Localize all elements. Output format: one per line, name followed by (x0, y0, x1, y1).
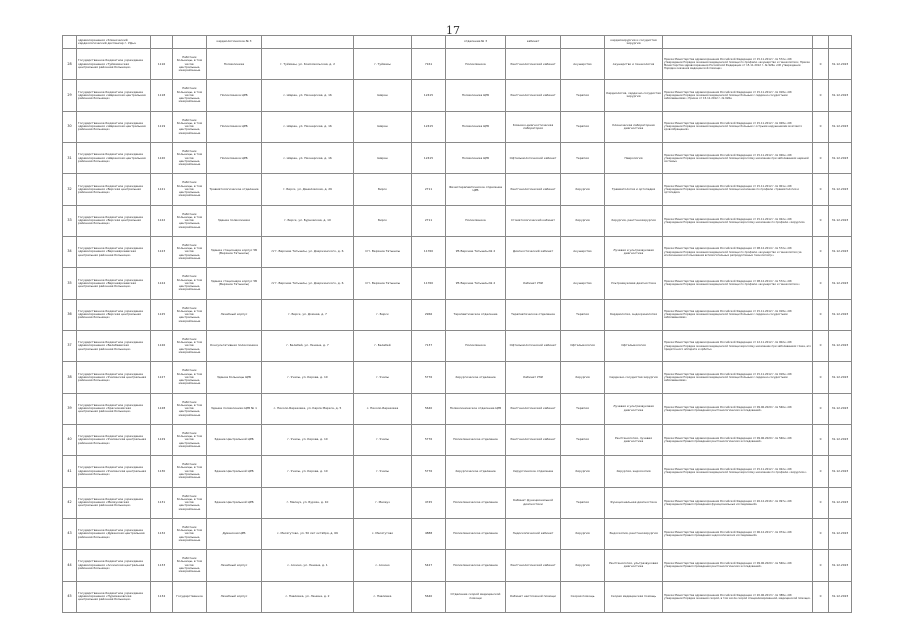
cell-room-type: Поликлиника ЦРБ (446, 142, 506, 173)
cell-profile: Терапия (561, 424, 605, 455)
cell-department: Здание Центральной ЦРБ (207, 424, 262, 455)
cell-num: 30 (63, 111, 77, 142)
cell-department: Травматологическое отделение (207, 174, 262, 205)
cell-num: 37 (63, 330, 77, 361)
cell-address: г. Бирск, ул. Бурновская, д. 10 (262, 205, 354, 236)
cell-room-type: Поликлиническое отделение (446, 518, 506, 549)
table-row (63, 424, 852, 455)
cell-doc: Приказ Министерства здравоохранения Российской Федерации от 15.11.2012 г. № 901н «Об утверждении Порядка оказания медицинской помощи населению по профилю «травматология и ортопедия» (663, 174, 813, 205)
cell-level: Хирургическое отделение (506, 456, 561, 487)
cell-city: г. Туймазы (354, 49, 412, 80)
cell-doc: Приказ Министерства здравоохранения Российской Федерации от 15.11.2012 г. № 922н «Об утверждении Порядка оказания медицинской помощи взрослому населению по профилю «хирургия» (663, 205, 813, 236)
table-row (63, 362, 852, 393)
cell-specialty: Рентгенология, ультразвуковая диагностика (605, 550, 663, 581)
cell-institution: Государственное бюджетное учреждение здравоохранения «Дуванская центральная районная больница» (77, 518, 151, 549)
cell-date: 31.12.2023 (829, 330, 852, 361)
cell-address: с. Шаран, ул. Пионерская, д. 16 (262, 80, 354, 111)
cell-num: 39 (63, 393, 77, 424)
cell-city: г. Учалы (354, 362, 412, 393)
cell-department: Здание поликлиники (207, 205, 262, 236)
cell-department: кардиологическое № 3 (207, 36, 262, 49)
table-row (63, 111, 852, 142)
cell-level: Эндоскопический кабинет (506, 518, 561, 549)
cell-department: Поликлиника ЦРБ (207, 142, 262, 173)
table-row (63, 581, 852, 612)
cell-qty: 0 (813, 299, 829, 330)
cell-address: с. Николо-Березовка, ул. Карла Маркса, д. 5 (262, 393, 354, 424)
cell-room: отделение № 3 (446, 36, 506, 49)
table-row (63, 487, 852, 518)
table-row-top (63, 36, 852, 49)
cell-address: г. Белебей, ул. Ленина, д. 7 (262, 330, 354, 361)
cell-contract: Работник больницы, в том числе: центральные, межрайонные (173, 393, 207, 424)
cell-level: Офтальмологический кабинет (506, 142, 561, 173)
cell-level: Кабинет неотложной помощи (506, 581, 561, 612)
cell-level: Терапевтическое отделение (506, 299, 561, 330)
table-row (63, 205, 852, 236)
cell-doc: Приказ Министерства здравоохранения Российской Федерации от 15.11.2012 г. № 928н «Об утверждении Порядка оказания медицинской помощи больным с острыми нарушениями мозгового кровообращения» (663, 111, 813, 142)
cell-room-type: Поликлиника (446, 49, 506, 80)
table-row (63, 550, 852, 581)
cell-room-type: Поликлиника ЦРБ (446, 111, 506, 142)
cell-doc: Приказ Министерства здравоохранения Российской Федерации от 09.06.2020 г. № 560н «Об утверждении Правил проведения рентгенологических исследований» (663, 424, 813, 455)
table-row (63, 236, 852, 267)
cell-postal: 12415 (412, 80, 446, 111)
cell-doc: Приказ Министерства здравоохранения Российской Федерации от 15.11.2012 г. № 572н «Об утверждении Порядка оказания медицинской помощи по профилю «акушерство и гинекология»; Приказ Министерства здравоохранения Российской Федерации от 15.11.2012 г. № 926н «Об утверждении Порядка оказания медицинской помощи» (663, 49, 813, 80)
cell-date: 31.12.2023 (829, 236, 852, 267)
cell-date: 31.12.2023 (829, 299, 852, 330)
table-row (63, 330, 852, 361)
cell-city: г. Белебей (354, 330, 412, 361)
cell-city: Шаран (354, 142, 412, 173)
cell-contract: Работник больницы, в том числе: центральные, межрайонные (173, 487, 207, 518)
cell-city: пгт. Верхние Татышлы (354, 236, 412, 267)
cell-department: Поликлиника (207, 49, 262, 80)
cell-num: 32 (63, 174, 77, 205)
cell-level: Клинико-диагностическая лаборатория (506, 111, 561, 142)
cell-specialty: кардиохирургия и сосудистая хирургия (605, 36, 663, 49)
cell-contract: Работник больницы, в том числе: центральные, межрайонные (173, 80, 207, 111)
cell-specialty: Хирургия, эндоскопия (605, 456, 663, 487)
cell-doc: Приказ Министерства здравоохранения Российской Федерации от 20.06.2013 г. № 388н «Об утверждении Порядка оказания скорой, в том числе скорой специализированной, медицинской помощи» (663, 581, 813, 612)
cell-postal: 5640 (412, 581, 446, 612)
cell-city: Бирск (354, 174, 412, 205)
cell-contract: Работник больницы, в том числе: центральные, межрайонные (173, 330, 207, 361)
cell-contract: Работник больницы, в том числе: центральные, межрайонные (173, 236, 207, 267)
cell-department: Дуванская ЦРБ (207, 518, 262, 549)
cell-code: 1132 (151, 518, 173, 549)
cell-contract: Работник больницы, в том числе: центральные, межрайонные (173, 550, 207, 581)
cell-postal: 5776 (412, 456, 446, 487)
cell-qty: 0 (813, 111, 829, 142)
cell-profile: Хирургия (561, 205, 605, 236)
cell-date: 31.12.2023 (829, 424, 852, 455)
cell-postal: 12415 (412, 111, 446, 142)
cell-department: Здание Центральной ЦРБ (207, 487, 262, 518)
table-row (63, 393, 852, 424)
cell-date: 31.12.2023 (829, 174, 852, 205)
cell-department: Лечебный корпус (207, 550, 262, 581)
cell-profile: Терапия (561, 487, 605, 518)
table-row (63, 174, 852, 205)
cell-address: г. Мелеуз, ул. Бурзян, д. 10 (262, 487, 354, 518)
table-row (63, 49, 852, 80)
cell-institution: Государственное бюджетное учреждение здравоохранения «Учалинская центральная районная больница» (77, 362, 151, 393)
cell-city: с. Аскино (354, 550, 412, 581)
cell-specialty: Хирургия, рентгенохирургия (605, 205, 663, 236)
cell-room-type: Поликлиника ЦРБ (446, 80, 506, 111)
cell-city: пгт. Верхние Татышлы (354, 268, 412, 299)
cell-specialty: Скорая медицинская помощь (605, 581, 663, 612)
cell-num: 43 (63, 518, 77, 549)
cell-qty: 0 (813, 424, 829, 455)
cell-address: г. Бирск, ул. Даниловская, д. 26 (262, 174, 354, 205)
cell-profile: Акушерство (561, 49, 605, 80)
cell-qty: 0 (813, 518, 829, 549)
cell-qty: 0 (813, 205, 829, 236)
cell-qty: 0 (813, 49, 829, 80)
cell-address: г. Учалы, ул. Кирова, д. 10 (262, 456, 354, 487)
cell-profile: Терапия (561, 393, 605, 424)
cell-level: Кабинет УЗИ (506, 268, 561, 299)
cell-num: 38 (63, 362, 77, 393)
cell-contract: Работник больницы, в том числе: центральные, межрайонные (173, 142, 207, 173)
cell-profile: Скорая помощь (561, 581, 605, 612)
cell-address: с. Месягутово, ул. 50 лет октября, д. 66 (262, 518, 354, 549)
cell-date: 31.12.2023 (829, 550, 852, 581)
cell-contract: Работник больницы, в том числе: центральные, межрайонные (173, 362, 207, 393)
cell-specialty: Сердечно-сосудистая хирургия (605, 362, 663, 393)
cell-date: 31.12.2023 (829, 49, 852, 80)
cell-doc: Приказ Министерства здравоохранения Российской Федерации от 26.12.2016 г. № 997н «Об утверждении Правил проведения функциональных исследований» (663, 487, 813, 518)
cell-city: Бирск (354, 205, 412, 236)
cell-room-type: УБ Верхние Татышлы № 2 (446, 236, 506, 267)
cell-contract: Работник больницы, в том числе: центральные, межрайонные (173, 205, 207, 236)
cell-city: г. Учалы (354, 424, 412, 455)
cell-qty: 0 (813, 174, 829, 205)
cell-code: 1129 (151, 424, 173, 455)
cell-department: Здание больницы ЦРБ (207, 362, 262, 393)
cell-qty: 0 (813, 330, 829, 361)
cell-contract: Работник больницы, в том числе: центральные, межрайонные (173, 174, 207, 205)
cell-code: 1127 (151, 362, 173, 393)
cell-specialty: Офтальмология (605, 330, 663, 361)
cell-level: Рентгенологический кабинет (506, 424, 561, 455)
cell-profile: Хирургия (561, 456, 605, 487)
cell-specialty: Акушерство и гинекология (605, 49, 663, 80)
cell-department: Здание стационара корпус УБ (Верхние Татышлы) (207, 268, 262, 299)
cell-code: 1118 (151, 80, 173, 111)
cell-doc: Приказ Министерства здравоохранения Российской Федерации от 12.11.2012 г. № 902н «Об утверждении Порядка оказания медицинской помощи взрослому населению при заболеваниях глаза, его придаточного аппарата и орбиты» (663, 330, 813, 361)
cell-address: с. Аскино, ул. Ленина, д. 1 (262, 550, 354, 581)
cell-num: 28 (63, 49, 77, 80)
cell-postal: 5427 (412, 550, 446, 581)
cell-level: Диагностический кабинет (506, 236, 561, 267)
cell-room-type: Хирургическое отделение (446, 456, 506, 487)
cell-room-type: Хирургическое отделение (446, 362, 506, 393)
cell-date: 31.12.2023 (829, 142, 852, 173)
cell-doc: Приказ Министерства здравоохранения Российской Федерации от 15.11.2012 г. № 918н «Об утверждении Порядка оказания медицинской помощи больным с сердечно-сосудистыми заболеваниями» (663, 299, 813, 330)
cell-postal: 5640 (412, 393, 446, 424)
cell-contract: Работник больницы, в том числе: центральные, межрайонные (173, 456, 207, 487)
cell-postal: 7137 (412, 330, 446, 361)
cell-institution: Государственное бюджетное учреждение здравоохранения «Верхнеяркеевская центральная районная больница» (77, 236, 151, 267)
cell-level: Рентгенологический кабинет (506, 550, 561, 581)
cell-num: 29 (63, 80, 77, 111)
cell-code: 1134 (151, 581, 173, 612)
table-row (63, 268, 852, 299)
cell-qty: 0 (813, 268, 829, 299)
cell-postal: 11760 (412, 236, 446, 267)
cell-institution: Государственное бюджетное учреждение здравоохранения «Мелеузовская центральная районная больница» (77, 487, 151, 518)
cell-institution: Государственное бюджетное учреждение здравоохранения «Шаранская центральная районная больница» (77, 80, 151, 111)
cell-code: 1128 (151, 393, 173, 424)
registry-table (62, 35, 852, 613)
cell-code: 1116 (151, 49, 173, 80)
cell-code: 1131 (151, 487, 173, 518)
cell-address: г. Учалы, ул. Кирова, д. 10 (262, 424, 354, 455)
cell-code: 1123 (151, 236, 173, 267)
cell-qty: 0 (813, 362, 829, 393)
cell-department: Здание Центральной ЦРБ (207, 456, 262, 487)
cell-city: Шаран (354, 80, 412, 111)
cell-specialty: Кардиология, эндокринология (605, 299, 663, 330)
cell-specialty: Кардиология, сердечно-сосудистая хирургия (605, 80, 663, 111)
cell-profile: Хирургия (561, 518, 605, 549)
cell-code: 1120 (151, 142, 173, 173)
cell-address: с. Шаран, ул. Пионерская, д. 16 (262, 111, 354, 142)
cell-qty: 0 (813, 236, 829, 267)
cell-num: 31 (63, 142, 77, 173)
cell-num: 41 (63, 456, 77, 487)
cell-doc: Приказ Министерства здравоохранения Российской Федерации от 15.11.2012 г. № 918н «Об утверждении Порядка оказания медицинской помощи больным с сердечно-сосудистыми заболеваниями»; Приказ от 15.11.2012 г. № 926н (663, 80, 813, 111)
cell-specialty: Неврология (605, 142, 663, 173)
cell-room-type: Терапевтическое отделение (446, 299, 506, 330)
cell-department: Лечебный корпус (207, 299, 262, 330)
cell-contract: Работник больницы, в том числе: центральные, межрайонные (173, 268, 207, 299)
cell-specialty: Эндоскопия, рентгенохирургия (605, 518, 663, 549)
cell-code: 1121 (151, 174, 173, 205)
cell-doc: Приказ Министерства здравоохранения Российской Федерации от 15.11.2012 г. № 922н «Об утверждении Порядка оказания медицинской помощи взрослому населению по профилю «хирургия»» (663, 456, 813, 487)
cell-contract: Работник больницы, в том числе: центральные, межрайонные (173, 49, 207, 80)
cell-date: 31.12.2023 (829, 518, 852, 549)
cell-institution: Государственное бюджетное учреждение здравоохранения «Учалинская центральная районная больница» (77, 456, 151, 487)
cell-department: Поликлиника ЦРБ (207, 111, 262, 142)
cell-city: г. Учалы (354, 456, 412, 487)
cell-code: 1130 (151, 456, 173, 487)
cell-profile: Офтальмология (561, 330, 605, 361)
cell-institution: Государственное бюджетное учреждение здравоохранения «Белебеевская центральная районная больница» (77, 330, 151, 361)
cell-postal: 5776 (412, 362, 446, 393)
cell-postal: 2711 (412, 205, 446, 236)
cell-profile: Акушерство (561, 236, 605, 267)
cell-postal: 12415 (412, 142, 446, 173)
cell-date: 31.12.2023 (829, 362, 852, 393)
cell-level: Рентгенологический кабинет (506, 393, 561, 424)
cell-doc: Приказ Министерства здравоохранения Российской Федерации от 08.12.2014 г. № 572н «Об утверждении Порядка оказания медицинской помощи по профилю «акушерство и гинекология (за исключением использования вспомогательных репродуктивных технологий)»» (663, 236, 813, 267)
cell-address: г. Туймазы, ул. Комсомольская, д. 2 (262, 49, 354, 80)
cell-room-type: УБ Верхние Татышлы № 2 (446, 268, 506, 299)
table-row (63, 456, 852, 487)
cell-num: 44 (63, 550, 77, 581)
cell-doc: Приказ Министерства здравоохранения Российской Федерации от 15.11.2012 г. № 926н «Об утверждении Порядка оказания медицинской помощи взрослому населению при заболеваниях нервной системы» (663, 142, 813, 173)
cell-date: 31.12.2023 (829, 205, 852, 236)
cell-specialty: Лучевая и ультразвуковая диагностика (605, 393, 663, 424)
cell-profile: Хирургия (561, 362, 605, 393)
table-row (63, 299, 852, 330)
cell-code: 1124 (151, 268, 173, 299)
cell-institution: Государственное бюджетное учреждение здравоохранения «Бирская центральная районная больница» (77, 174, 151, 205)
cell-level: кабинет (506, 36, 561, 49)
cell-city: г. Мелеуз (354, 487, 412, 518)
cell-room-type: Поликлиника (446, 205, 506, 236)
table-row (63, 518, 852, 549)
cell-department: Здание поликлиники ЦРБ № 1 (207, 393, 262, 424)
cell-room-type: Поликлиническое отделение ЦРБ (446, 393, 506, 424)
cell-num: 42 (63, 487, 77, 518)
cell-specialty: Ультразвуковая диагностика (605, 268, 663, 299)
cell-date: 31.12.2023 (829, 80, 852, 111)
cell-date: 31.12.2023 (829, 456, 852, 487)
cell-department: Лечебный корпус (207, 581, 262, 612)
cell-code: 1125 (151, 299, 173, 330)
cell-postal: 11760 (412, 268, 446, 299)
cell-qty: 0 (813, 550, 829, 581)
cell-specialty: Клиническая лабораторная диагностика (605, 111, 663, 142)
cell-city: с. Месягутово (354, 518, 412, 549)
cell-doc: Приказ Министерства здравоохранения Российской Федерации от 09.06.2020 г. № 560н «Об утверждении Правил проведения рентгенологических исследований» (663, 550, 813, 581)
cell-department: Здание стационара корпус УБ (Верхние Татышлы) (207, 236, 262, 267)
cell-postal: 2711 (412, 174, 446, 205)
cell-address: г. Бирск, ул. Домная, д. 7 (262, 299, 354, 330)
cell-city: с. Николо-Березовка (354, 393, 412, 424)
cell-room-type: Физиотерапевтическое отделение ЦРБ (446, 174, 506, 205)
cell-address: с. Павловка, ул. Ленина, д. 2 (262, 581, 354, 612)
cell-contract: Работник больницы, в том числе: центральные, межрайонные (173, 518, 207, 549)
cell-profile: Терапия (561, 111, 605, 142)
page-number: 17 (446, 24, 460, 37)
cell-specialty: Функциональная диагностика (605, 487, 663, 518)
cell-num: 34 (63, 236, 77, 267)
cell-institution: Государственное бюджетное учреждение здравоохранения «Шаранская центральная районная больница» (77, 111, 151, 142)
cell-profile: Хирургия (561, 174, 605, 205)
cell-address: г. Учалы, ул. Кирова, д. 10 (262, 362, 354, 393)
cell-address: пгт. Верхние Татышлы, ул. Дзержинского, д. 6 (262, 236, 354, 267)
cell-profile: Терапия (561, 299, 605, 330)
cell-city: с. Павловка (354, 581, 412, 612)
cell-code: 1119 (151, 111, 173, 142)
cell-doc: Приказ Министерства здравоохранения Российской Федерации от 15.11.2012 г. № 918н «Об утверждении Порядка оказания медицинской помощи больным с сердечно-сосудистыми заболеваниями» (663, 362, 813, 393)
cell-level: Рентгенологический кабинет (506, 174, 561, 205)
cell-code: 1122 (151, 205, 173, 236)
cell-institution: Государственное бюджетное учреждение здравоохранения «Аскинская центральная районная больница» (77, 550, 151, 581)
cell-room-type: Поликлиническое отделение (446, 424, 506, 455)
cell-institution: Государственное бюджетное учреждение здравоохранения «Шаранская центральная районная больница» (77, 142, 151, 173)
cell-institution: Государственное бюджетное учреждение здравоохранения «Краснокамская центральная районная больница» (77, 393, 151, 424)
cell-department: Поликлиника ЦРБ (207, 80, 262, 111)
cell-doc: Приказ Министерства здравоохранения Российской Федерации от 09.06.2020 г. № 560н «Об утверждении Правил проведения рентгенологических исследований» (663, 393, 813, 424)
cell-date: 31.12.2023 (829, 268, 852, 299)
cell-contract: Работник больницы, в том числе: центральные, межрайонные (173, 111, 207, 142)
table-row (63, 80, 852, 111)
cell-num: 36 (63, 299, 77, 330)
cell-qty: 0 (813, 581, 829, 612)
cell-profile: Акушерство (561, 268, 605, 299)
cell-contract: Государственное (173, 581, 207, 612)
cell-profile: Терапия (561, 142, 605, 173)
cell-room-type: Поликлиническое отделение (446, 550, 506, 581)
cell-level: Рентгенологический кабинет (506, 80, 561, 111)
cell-date: 31.12.2023 (829, 111, 852, 142)
cell-code: 1133 (151, 550, 173, 581)
cell-qty: 0 (813, 142, 829, 173)
cell-postal: 4745 (412, 487, 446, 518)
cell-contract: Работник больницы, в том числе: центральные, межрайонные (173, 299, 207, 330)
cell-num: 45 (63, 581, 77, 612)
cell-profile: Терапия (561, 80, 605, 111)
cell-date: 31.12.2023 (829, 487, 852, 518)
cell-address: с. Шаран, ул. Пионерская, д. 16 (262, 142, 354, 173)
cell-postal: 5776 (412, 424, 446, 455)
cell-level: Офтальмологический кабинет (506, 330, 561, 361)
cell-qty: 0 (813, 487, 829, 518)
cell-level: Рентгенологический кабинет (506, 49, 561, 80)
cell-specialty: Травматология и ортопедия (605, 174, 663, 205)
cell-qty: 0 (813, 456, 829, 487)
cell-institution: Государственное бюджетное учреждение здравоохранения «Нуримановская центральная районная больница» (77, 581, 151, 612)
cell-address: пгт. Верхние Татышлы, ул. Дзержинского, д. 6 (262, 268, 354, 299)
cell-department: Консультативная поликлиника (207, 330, 262, 361)
cell-date: 31.12.2023 (829, 581, 852, 612)
cell-level: Кабинет УЗИ (506, 362, 561, 393)
table-row (63, 142, 852, 173)
cell-num: 33 (63, 205, 77, 236)
cell-level: Кабинет функциональной диагностики (506, 487, 561, 518)
cell-institution: Государственное бюджетное учреждение здравоохранения «Туймазинская центральная районная больница» (77, 49, 151, 80)
cell-institution: Государственное бюджетное учреждение здравоохранения «Бирская центральная районная больница» (77, 299, 151, 330)
cell-qty: 0 (813, 393, 829, 424)
cell-qty: 0 (813, 80, 829, 111)
cell-room-type: Поликлиническое отделение (446, 487, 506, 518)
cell-room-type: Отделение скорой медицинской помощи (446, 581, 506, 612)
cell-specialty: Лучевая и ультразвуковая диагностика (605, 236, 663, 267)
cell-postal: 4888 (412, 518, 446, 549)
cell-institution: здравоохранения «Клинический кардиологический диспансер г. Уфы» (77, 36, 151, 49)
cell-institution: Государственное бюджетное учреждение здравоохранения «Учалинская центральная районная больница» (77, 424, 151, 455)
cell-doc: Приказ Министерства здравоохранения Российской Федерации от 06.12.2017 г. № 974н «Об утверждении Правил проведения эндоскопических исследований» (663, 518, 813, 549)
cell-city: г. Бирск (354, 299, 412, 330)
cell-contract: Работник больницы, в том числе: центральные, межрайонные (173, 424, 207, 455)
cell-level: Стоматологический кабинет (506, 205, 561, 236)
cell-city: Шаран (354, 111, 412, 142)
cell-num: 40 (63, 424, 77, 455)
cell-institution: Государственное бюджетное учреждение здравоохранения «Бирская центральная районная больница» (77, 205, 151, 236)
cell-institution: Государственное бюджетное учреждение здравоохранения «Верхнеяркеевская центральная районная больница» (77, 268, 151, 299)
cell-num (63, 36, 77, 49)
cell-num: 35 (63, 268, 77, 299)
cell-date: 31.12.2023 (829, 393, 852, 424)
cell-room-type: Поликлиника (446, 330, 506, 361)
cell-specialty: Рентгенология, лучевая диагностика (605, 424, 663, 455)
cell-profile: Хирургия (561, 550, 605, 581)
cell-postal: 2966 (412, 299, 446, 330)
cell-postal: 7161 (412, 49, 446, 80)
cell-code: 1126 (151, 330, 173, 361)
cell-doc: Приказ Министерства здравоохранения Российской Федерации от 08.12.2014 г. № 572н «Об утверждении Порядка оказания медицинской помощи по профилю «акушерство и гинекология»» (663, 268, 813, 299)
